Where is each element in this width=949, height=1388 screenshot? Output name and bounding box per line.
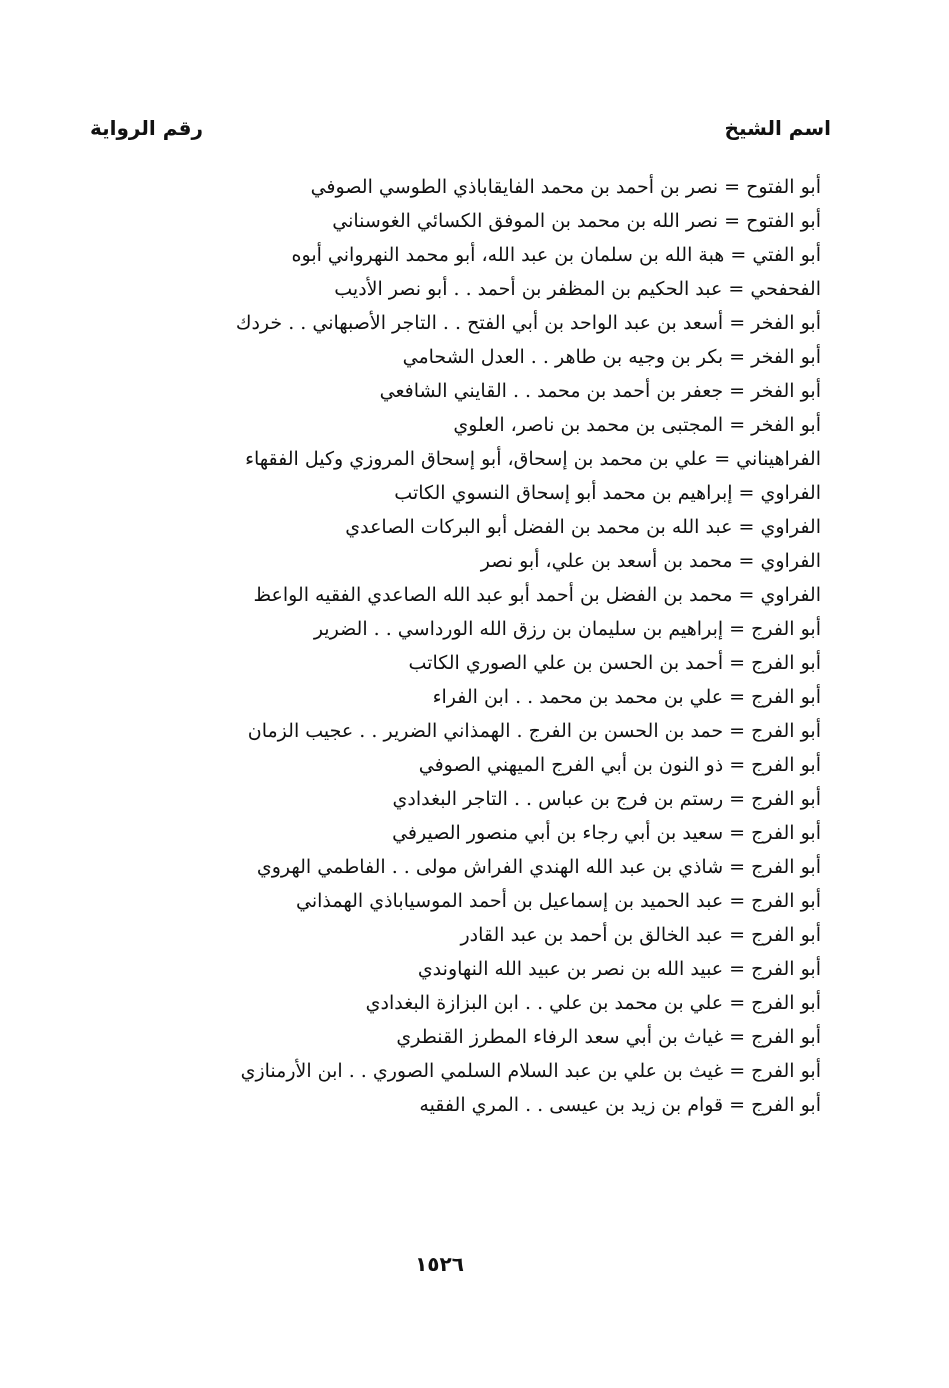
sheikh-name-heading: اسم الشيخ xyxy=(724,116,831,140)
list-item: أبو الفرج = غيث بن علي بن عبد السلام السلمي الصوري . . ابن الأرمنازي xyxy=(240,1060,821,1082)
page-number: ١٥٢٦ xyxy=(415,1252,464,1276)
list-item: أبو الفرج = علي بن محمد بن محمد . . ابن الفراء xyxy=(432,686,821,708)
list-item: أبو الفرج = عبد الخالق بن أحمد بن عبد القادر xyxy=(460,924,821,946)
list-item: أبو الفخر = المجتبى بن محمد بن ناصر، العلوي xyxy=(453,414,821,436)
list-item: أبو الفخر = أسعد بن عبد الواحد بن أبي الفتح . . التاجر الأصبهاني . . خردك xyxy=(235,312,821,334)
list-item: أبو الفرج = قوام بن زيد بن عيسى . . المري الفقيه xyxy=(419,1094,821,1116)
list-item: أبو الفتوح = نصر بن أحمد بن محمد الفايقاباذي الطوسي الصوفي xyxy=(310,176,821,198)
list-item: أبو الفتوح = نصر الله بن محمد بن الموفق الكسائي الغوسناني xyxy=(332,210,821,232)
list-item: أبو الفرج = شاذي بن عبد الله الهندي الفراش مولى . . الفاطمي الهروي xyxy=(256,856,821,878)
list-item: أبو الفرج = ذو النون بن أبي الفرج الميهني الصوفي xyxy=(418,754,821,776)
list-item: الفراوي = محمد بن الفضل بن أحمد أبو عبد الله الصاعدي الفقيه الواعظ xyxy=(253,584,821,606)
list-item: أبو الفرج = عبد الحميد بن إسماعيل بن أحمد الموسياباذي الهمذاني xyxy=(295,890,821,912)
list-item: الفراوي = إبراهيم بن محمد أبو إسحاق النسوي الكاتب xyxy=(394,482,821,504)
list-item: أبو الفتي = هبة الله بن سلمان بن عبد الله، أبو محمد النهرواني أبوه xyxy=(291,244,821,266)
list-item: الفراهيناني = علي بن محمد بن إسحاق، أبو إسحاق المروزي وكيل الفقهاء xyxy=(245,448,821,470)
list-item: أبو الفخر = بكر بن وجيه بن طاهر . . العدل الشحامي xyxy=(402,346,821,368)
list-item: الفحفحي = عبد الحكيم بن المظفر بن أحمد . . أبو نصر الأديب xyxy=(334,278,821,300)
list-item: أبو الفرج = حمد بن الحسن بن الفرج . الهمذاني الضرير . . عجيب الزمان xyxy=(247,720,821,742)
list-item: أبو الفرج = رستم بن فرج بن عباس . . التاجر البغدادي xyxy=(392,788,821,810)
list-item: الفراوي = عبد الله بن محمد بن الفضل أبو البركات الصاعدي xyxy=(345,516,821,538)
page-header xyxy=(90,108,831,148)
narration-number-heading: رقم الرواية xyxy=(90,116,203,140)
list-item: أبو الفرج = إبراهيم بن سليمان بن رزق الله الورداسي . . الضرير xyxy=(313,618,821,640)
sheikh-list xyxy=(221,170,821,1122)
list-item: أبو الفرج = أحمد بن الحسن بن علي الصوري الكاتب xyxy=(408,652,821,674)
list-item: أبو الفرج = علي بن محمد بن علي . . ابن البزازة البغدادي xyxy=(365,992,821,1014)
list-item: أبو الفرج = عبيد الله بن نصر بن عبيد الله النهاوندي xyxy=(417,958,821,980)
list-item: أبو الفخر = جعفر بن أحمد بن محمد . . القايني الشافعي xyxy=(379,380,821,402)
list-item: أبو الفرج = سعيد بن أبي رجاء بن أبي منصور الصيرفي xyxy=(392,822,821,844)
list-item: أبو الفرج = غياث بن أبي سعد الرفاء المطرز القنطري xyxy=(396,1026,821,1048)
list-item: الفراوي = محمد بن أسعد بن علي، أبو نصر xyxy=(480,550,821,572)
